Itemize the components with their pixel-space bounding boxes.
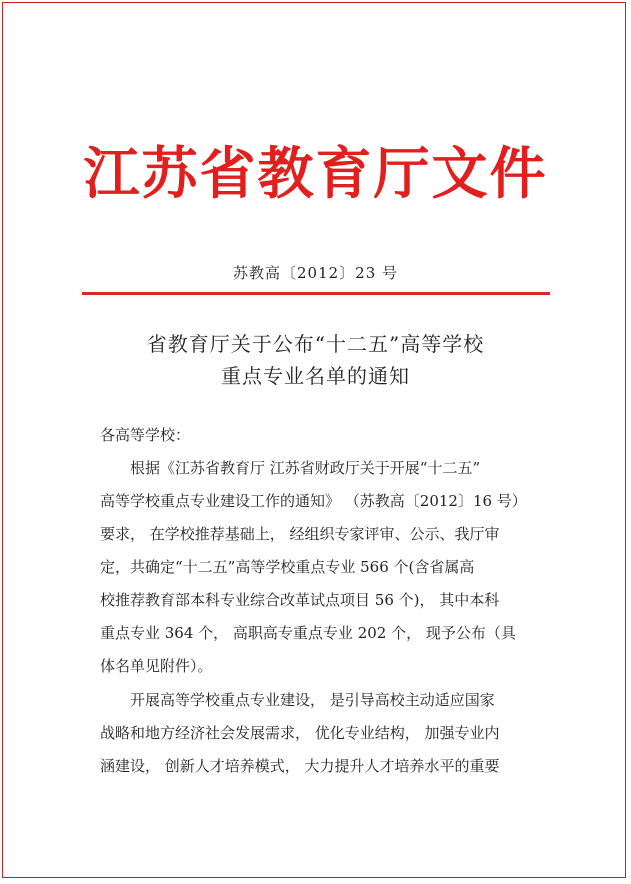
- paragraph-line: 开展高等学校重点专业建设， 是引导高校主动适应国家: [130, 691, 495, 709]
- paragraph-line: 根据《江苏省教育厅 江苏省财政厅关于开展“十二五”: [130, 459, 481, 477]
- paragraph-line: 定，共确定“十二五”高等学校重点专业 566 个(含省属高: [100, 558, 475, 576]
- salutation: 各高等学校：: [100, 426, 191, 444]
- paragraph-line: 高等学校重点专业建设工作的通知》 （苏教高〔2012〕16 号）: [100, 492, 527, 510]
- paragraph-line: 体名单见附件）。: [100, 657, 213, 675]
- paragraph-line: 战略和地方经济社会发展需求， 优化专业结构， 加强专业内: [100, 724, 500, 742]
- paragraph-line: 校推荐教育部本科专业综合改革试点项目 56 个)， 其中本科: [100, 591, 500, 609]
- body-paragraph-2: [100, 684, 540, 783]
- notice-title-line-2: 重点专业名单的通知: [221, 364, 410, 388]
- notice-title: [0, 328, 631, 392]
- document-number: 苏教高〔2012〕23 号: [232, 264, 399, 282]
- body-paragraph-1: [100, 452, 540, 683]
- paragraph-line: 要求， 在学校推荐基础上， 经组织专家评审、公示、我厅审: [100, 525, 500, 543]
- paragraph-line: 涵建设， 创新人才培养模式， 大力提升人才培养水平的重要: [100, 757, 500, 775]
- red-divider-line: [82, 292, 550, 295]
- notice-title-line-1: 省教育厅关于公布“十二五”高等学校: [146, 332, 485, 356]
- paragraph-line: 重点专业 364 个， 高职高专重点专业 202 个， 现予公布（具: [100, 624, 516, 642]
- issuer-header-title: 江苏省教育厅文件: [83, 141, 548, 207]
